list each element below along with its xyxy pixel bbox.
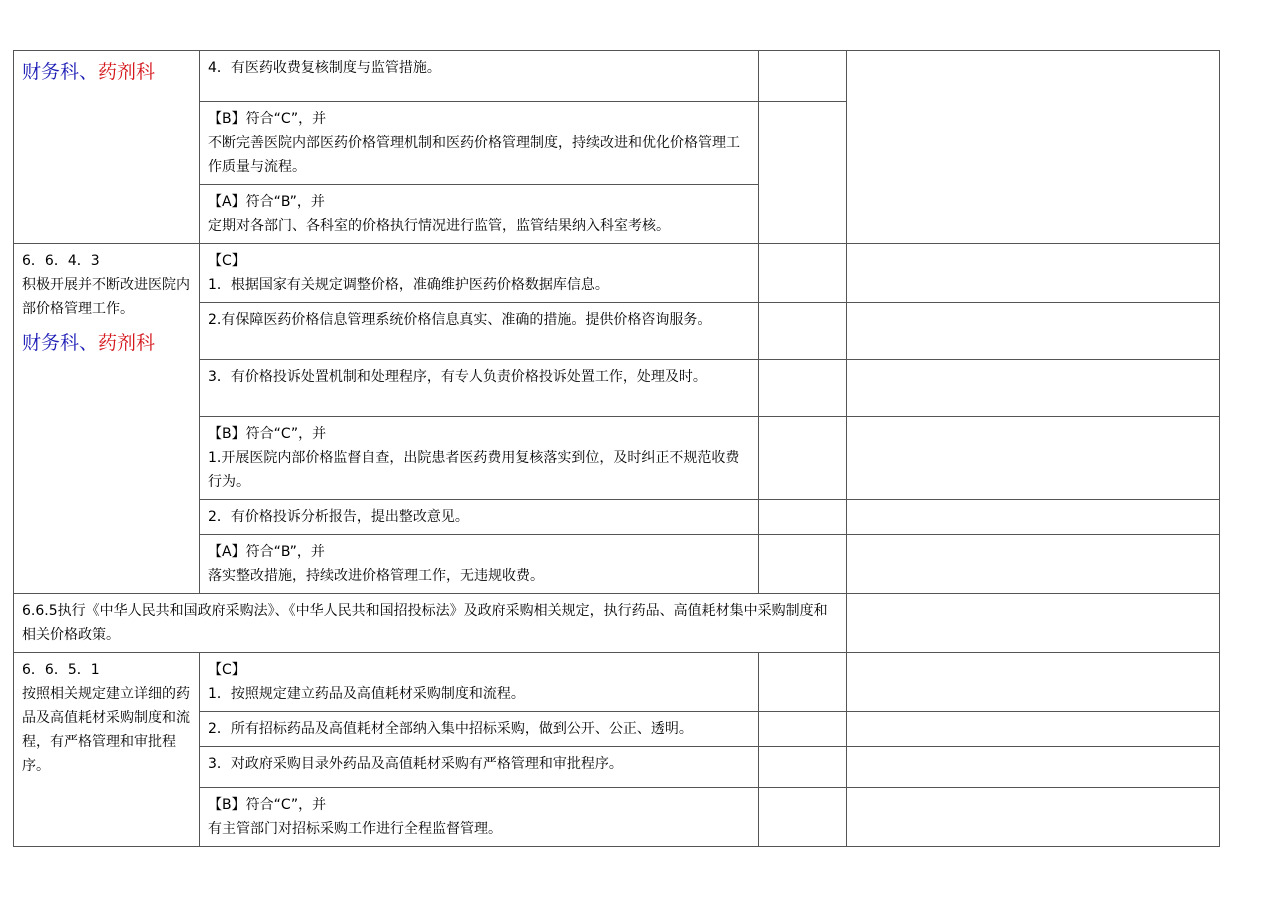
department-label: 财务科、药剂科 [22,332,156,354]
standard-title: 积极开展并不断改进医院内部价格管理工作。 [22,277,190,317]
standards-table [13,50,1220,847]
table-row [14,51,1220,102]
score-cell [759,788,847,847]
criterion-cell: 【A】符合“B”，并 定期对各部门、各科室的价格执行情况进行监管，监管结果纳入科室考核。 [200,185,759,244]
score-cell [759,653,847,712]
criterion-cell: 【C】 1．按照规定建立药品及高值耗材采购制度和流程。 [200,653,759,712]
score-cell [759,535,847,594]
remark-cell [847,747,1220,788]
remark-cell [847,500,1220,535]
score-cell [759,244,847,303]
dept-cell [14,51,200,244]
remark-cell [847,303,1220,360]
criterion-cell: 【A】符合“B”，并 落实整改措施，持续改进价格管理工作，无违规收费。 [200,535,759,594]
criterion-cell: 【B】符合“C”，并 有主管部门对招标采购工作进行全程监督管理。 [200,788,759,847]
table-row [14,653,1220,712]
score-cell [759,51,847,102]
remark-cell [847,653,1220,712]
score-cell [759,360,847,417]
criterion-cell: 【B】符合“C”，并 不断完善医院内部医药价格管理机制和医药价格管理制度，持续改进和优化价格管理工作质量与流程。 [200,102,759,185]
score-cell [759,102,847,244]
standard-cell [14,653,200,847]
remark-cell [847,712,1220,747]
remark-cell [847,535,1220,594]
remark-cell [847,788,1220,847]
criterion-cell: 4．有医药收费复核制度与监管措施。 [200,51,759,102]
criterion-cell: 2.有保障医药价格信息管理系统价格信息真实、准确的措施。提供价格咨询服务。 [200,303,759,360]
section-heading: 6.6.5执行《中华人民共和国政府采购法》、《中华人民共和国招投标法》及政府采购相关规定，执行药品、高值耗材集中采购制度和相关价格政策。 [14,594,847,653]
standard-code: 6．6．5．1 [22,662,100,678]
remark-cell [847,360,1220,417]
score-cell [759,303,847,360]
remark-cell [847,417,1220,500]
standard-code: 6．6．4．3 [22,253,100,269]
standard-cell [14,244,200,594]
remark-cell [847,51,1220,244]
score-cell [759,417,847,500]
remark-cell [847,244,1220,303]
score-cell [759,712,847,747]
score-cell [759,500,847,535]
standard-title: 按照相关规定建立详细的药品及高值耗材采购制度和流程，有严格管理和审批程序。 [22,686,190,774]
table-row [14,244,1220,303]
table-row [14,594,1220,653]
department-label: 财务科、药剂科 [22,61,156,83]
criterion-cell: 【C】 1．根据国家有关规定调整价格，准确维护医药价格数据库信息。 [200,244,759,303]
criterion-cell: 3．对政府采购目录外药品及高值耗材采购有严格管理和审批程序。 [200,747,759,788]
criterion-cell: 【B】符合“C”，并 1.开展医院内部价格监督自查，出院患者医药费用复核落实到位，及时纠正不规范收费行为。 [200,417,759,500]
criterion-cell: 2．所有招标药品及高值耗材全部纳入集中招标采购，做到公开、公正、透明。 [200,712,759,747]
criterion-cell: 2．有价格投诉分析报告，提出整改意见。 [200,500,759,535]
criterion-cell: 3．有价格投诉处置机制和处理程序，有专人负责价格投诉处置工作，处理及时。 [200,360,759,417]
score-cell [759,747,847,788]
remark-cell [847,594,1220,653]
